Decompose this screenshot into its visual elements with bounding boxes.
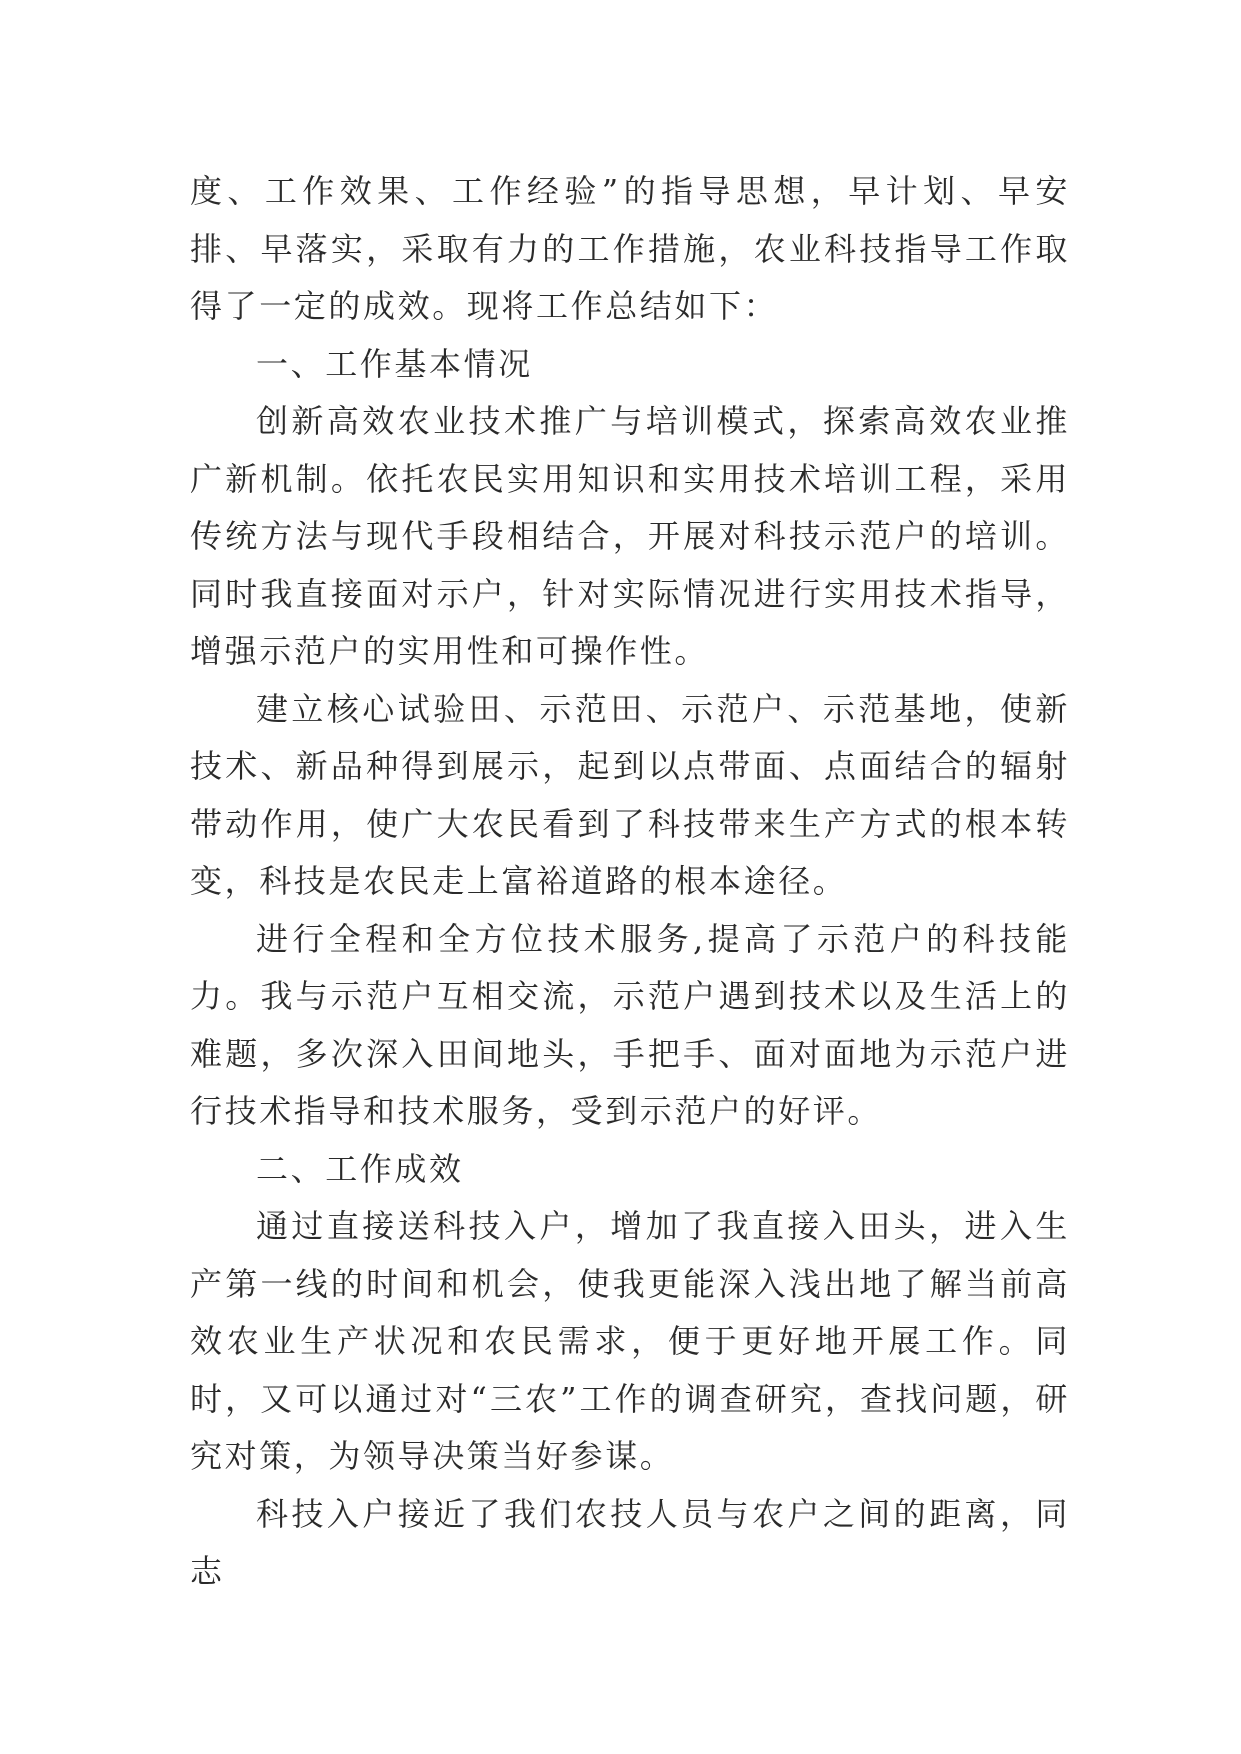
paragraph-intro-continuation: 度、工作效果、工作经验”的指导思想，早计划、早安排、早落实，采取有力的工作措施，农业科技指导工作取得了一定的成效。现将工作总结如下： bbox=[190, 172, 1070, 325]
section-heading-achievements: 二、工作成效 bbox=[256, 1149, 464, 1188]
paragraph-direct-delivery: 通过直接送科技入户，增加了我直接入田头，进入生产第一线的时间和机会，使我更能深入浅出地了解当前高效农业生产状况和农民需求，便于更好地开展工作。同时，又可以通过对“三农”工作的调查研究，查找问题，研究对策，为领导决策当好参谋。 bbox=[190, 1207, 1070, 1475]
paragraph-technical-services: 进行全程和全方位技术服务,提高了示范户的科技能力。我与示范户互相交流，示范户遇到技术以及生活上的难题，多次深入田间地头，手把手、面对面地为示范户进行技术指导和技术服务，受到示范户的好评。 bbox=[190, 919, 1070, 1130]
paragraph-closer-distance: 科技入户接近了我们农技人员与农户之间的距离，同志 bbox=[190, 1494, 1070, 1590]
section-heading-basic-situation: 一、工作基本情况 bbox=[256, 344, 533, 383]
document-body bbox=[190, 163, 1070, 1601]
paragraph-demonstration-fields: 建立核心试验田、示范田、示范户、示范基地，使新技术、新品种得到展示，起到以点带面、点面结合的辐射带动作用，使广大农民看到了科技带来生产方式的根本转变，科技是农民走上富裕道路的根本途径。 bbox=[190, 689, 1070, 900]
paragraph-training-model: 创新高效农业技术推广与培训模式，探索高效农业推广新机制。依托农民实用知识和实用技术培训工程，采用传统方法与现代手段相结合，开展对科技示范户的培训。同时我直接面对示户，针对实际情况进行实用技术指导，增强示范户的实用性和可操作性。 bbox=[190, 402, 1070, 670]
